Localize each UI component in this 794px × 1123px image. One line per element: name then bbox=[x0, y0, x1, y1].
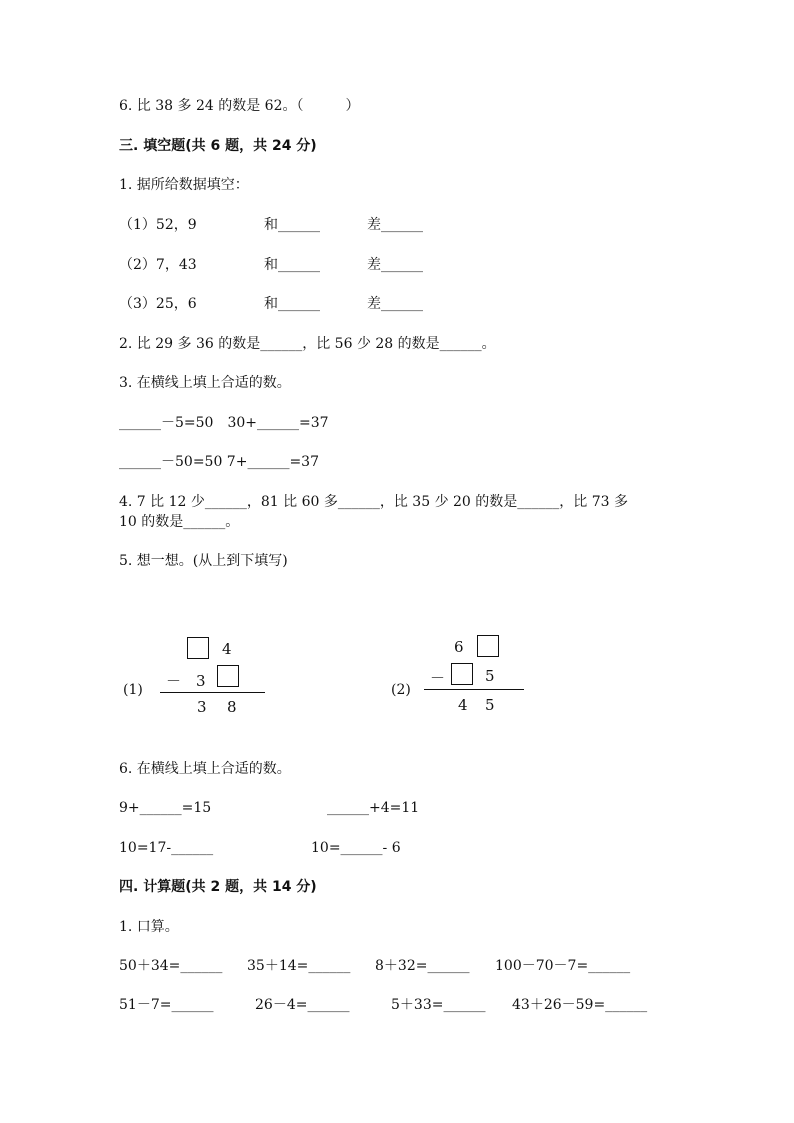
puzzle-1-mid-blank-box[interactable] bbox=[217, 665, 239, 687]
puzzle-2-result-ones: 5 bbox=[485, 696, 495, 714]
q1-row-1-diff: 差______ bbox=[367, 217, 423, 233]
c1-row2-item-2: 26－4=______ bbox=[255, 997, 350, 1013]
q1-row-3-pair: （3）25，6 bbox=[119, 296, 197, 312]
c1-row1-item-1: 50＋34=______ bbox=[119, 958, 223, 974]
c1-row1-item-2: 35＋14=______ bbox=[247, 958, 351, 974]
puzzle-2-label: (2) bbox=[391, 682, 411, 698]
section-4-heading: 四. 计算题(共 2 题，共 14 分) bbox=[119, 879, 317, 895]
puzzle-2-minus-sign: － bbox=[430, 669, 446, 687]
c1-title: 1. 口算。 bbox=[119, 919, 179, 935]
puzzle-2-mid-blank-box[interactable] bbox=[451, 663, 473, 685]
q1-title: 1. 据所给数据填空： bbox=[119, 177, 249, 193]
q1-row-1-sum: 和______ bbox=[264, 217, 320, 233]
c1-row2-item-3: 5＋33=______ bbox=[391, 997, 486, 1013]
puzzle-2-mid-digit: 5 bbox=[485, 667, 495, 685]
puzzle-1-top-blank-box[interactable] bbox=[187, 637, 209, 659]
puzzle-2-result-rule bbox=[424, 689, 524, 690]
q5-title: 5. 想一想。(从上到下填写) bbox=[119, 553, 288, 569]
q1-row-2-diff: 差______ bbox=[367, 257, 423, 273]
q3-title: 3. 在横线上填上合适的数。 bbox=[119, 375, 291, 391]
c1-row1-item-3: 8＋32=______ bbox=[375, 958, 470, 974]
section-3-heading: 三. 填空题(共 6 题，共 24 分) bbox=[119, 138, 317, 154]
puzzle-2-top-digit: 6 bbox=[454, 638, 464, 656]
q4-line-1: 4. 7 比 12 少______，81 比 60 多______，比 35 少 20 的数是______，比 73 多 bbox=[119, 494, 629, 510]
q6-item-c: 10=17-______ bbox=[119, 840, 214, 856]
c1-row2-item-1: 51－7=______ bbox=[119, 997, 214, 1013]
puzzle-1-top-digit: 4 bbox=[222, 640, 232, 658]
puzzle-1-mid-digit: 3 bbox=[196, 672, 206, 690]
q1-row-3-sum: 和______ bbox=[264, 296, 320, 312]
q6-item-b: ______+4=11 bbox=[327, 800, 420, 816]
c1-row2-item-4: 43＋26－59=______ bbox=[512, 997, 648, 1013]
q4-line-2: 10 的数是______。 bbox=[119, 514, 240, 530]
puzzle-2-top-blank-box[interactable] bbox=[477, 635, 499, 657]
c1-row1-item-4: 100－70－7=______ bbox=[495, 958, 631, 974]
puzzle-1-label: (1) bbox=[123, 682, 143, 698]
q6-title: 6. 在横线上填上合适的数。 bbox=[119, 761, 291, 777]
question-6-previous: 6. 比 38 多 24 的数是 62。（ ） bbox=[119, 98, 360, 114]
q1-row-2-sum: 和______ bbox=[264, 257, 320, 273]
q1-row-1-pair: （1）52，9 bbox=[119, 217, 197, 233]
puzzle-2-result-tens: 4 bbox=[458, 696, 468, 714]
q3-line-2: ______－50=50 7+______=37 bbox=[119, 454, 319, 470]
puzzle-1-result-ones: 8 bbox=[227, 698, 237, 716]
q1-row-3-diff: 差______ bbox=[367, 296, 423, 312]
puzzle-1-result-rule bbox=[160, 692, 265, 693]
q3-line-1: ______－5=50 30+______=37 bbox=[119, 415, 329, 431]
puzzle-1-result-tens: 3 bbox=[197, 698, 207, 716]
q6-item-d: 10=______- 6 bbox=[311, 840, 401, 856]
q1-row-2-pair: （2）7，43 bbox=[119, 257, 197, 273]
q6-item-a: 9+______=15 bbox=[119, 800, 212, 816]
puzzle-1-minus-sign: － bbox=[166, 672, 182, 690]
q2-text: 2. 比 29 多 36 的数是______，比 56 少 28 的数是______。 bbox=[119, 336, 496, 352]
